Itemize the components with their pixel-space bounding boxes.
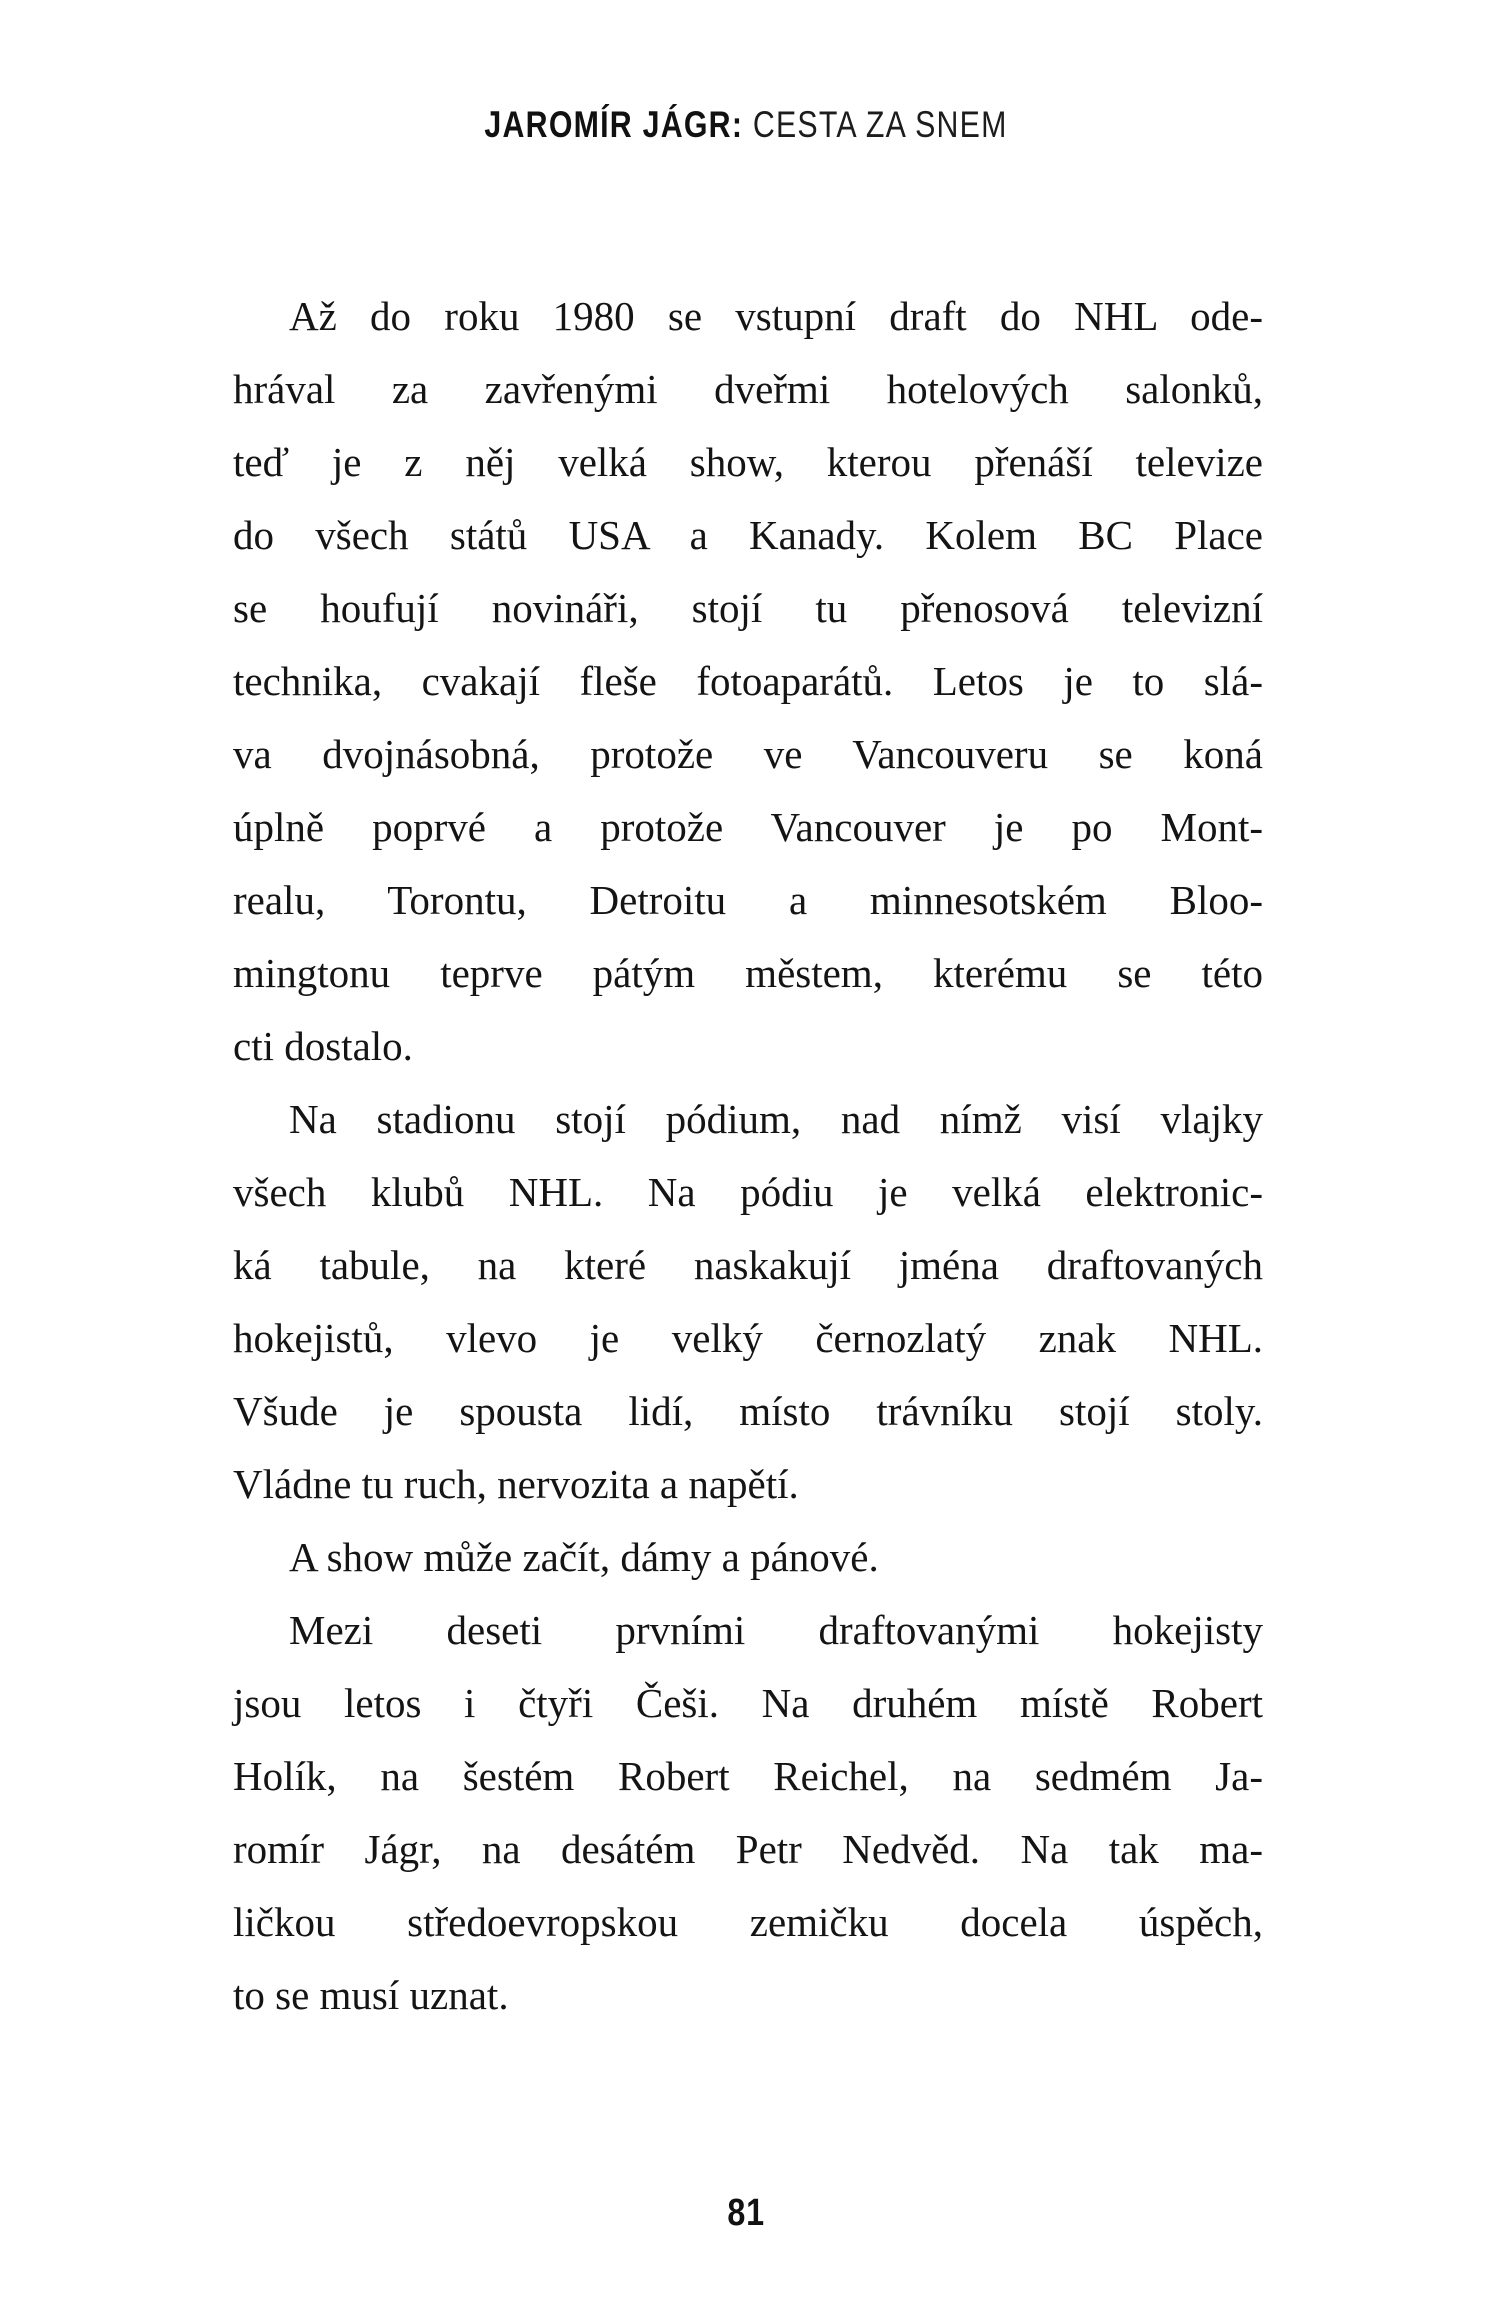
- running-header: [0, 103, 1492, 147]
- text-line: úplně poprvé a protože Vancouver je po Mont-: [233, 804, 1263, 850]
- text-line: se houfují novináři, stojí tu přenosová televizní: [233, 585, 1263, 631]
- text-line: to se musí uznat.: [233, 1972, 509, 2018]
- text-line: hrával za zavřenými dveřmi hotelových salonků,: [233, 366, 1263, 412]
- text-line: do všech států USA a Kanady. Kolem BC Place: [233, 512, 1263, 558]
- text-line: hokejistů, vlevo je velký černozlatý znak NHL.: [233, 1315, 1263, 1361]
- text-line: va dvojnásobná, protože ve Vancouveru se koná: [233, 731, 1263, 777]
- text-line: Všude je spousta lidí, místo trávníku stojí stoly.: [233, 1388, 1263, 1434]
- text-line: realu, Torontu, Detroitu a minnesotském Bloo-: [233, 877, 1263, 923]
- running-header-text: [484, 103, 1007, 147]
- text-line: Mezi deseti prvními draftovanými hokejisty: [289, 1607, 1263, 1653]
- paragraph: [233, 1521, 1263, 1594]
- page-number-text: 81: [727, 2192, 765, 2234]
- text-line: romír Jágr, na desátém Petr Nedvěd. Na tak ma-: [233, 1826, 1263, 1872]
- text-line: jsou letos i čtyři Češi. Na druhém místě Robert: [233, 1680, 1263, 1726]
- text-line: Na stadionu stojí pódium, nad nímž visí vlajky: [289, 1096, 1263, 1142]
- text-line: Až do roku 1980 se vstupní draft do NHL ode-: [289, 293, 1263, 339]
- text-line: ká tabule, na které naskakují jména draftovaných: [233, 1242, 1263, 1288]
- book-title: CESTA ZA SNEM: [752, 104, 1008, 145]
- book-author: JAROMÍR JÁGR:: [484, 104, 744, 145]
- paragraph: [233, 1594, 1263, 2032]
- text-line: cti dostalo.: [233, 1023, 413, 1069]
- paragraph: [233, 280, 1263, 1083]
- text-line: Holík, na šestém Robert Reichel, na sedmém Ja-: [233, 1753, 1263, 1799]
- text-line: teď je z něj velká show, kterou přenáší televize: [233, 439, 1263, 485]
- text-line: všech klubů NHL. Na pódiu je velká elektronic-: [233, 1169, 1263, 1215]
- text-line: mingtonu teprve pátým městem, kterému se této: [233, 950, 1263, 996]
- page-number: [0, 2192, 1492, 2235]
- text-line: ličkou středoevropskou zemičku docela úspěch,: [233, 1899, 1263, 1945]
- text-line: Vládne tu ruch, nervozita a napětí.: [233, 1461, 799, 1507]
- paragraph: [233, 1083, 1263, 1521]
- body-text: [233, 280, 1263, 2032]
- text-line: A show může začít, dámy a pánové.: [289, 1534, 879, 1580]
- text-line: technika, cvakají fleše fotoaparátů. Letos je to slá-: [233, 658, 1263, 704]
